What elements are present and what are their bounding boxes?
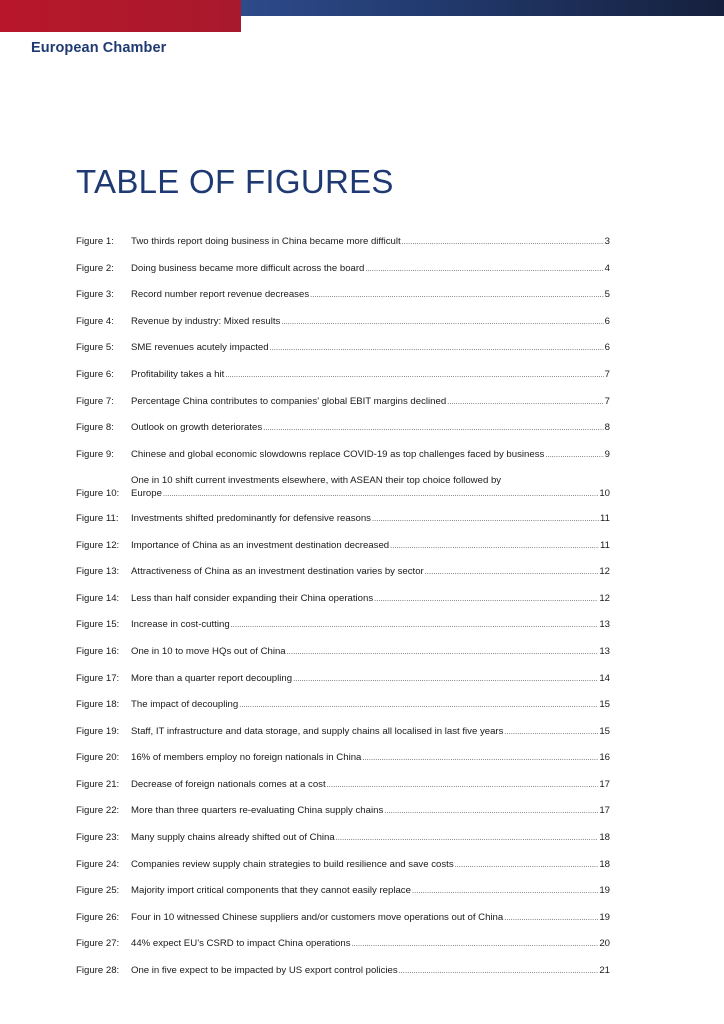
toc-entry[interactable] <box>76 831 610 844</box>
toc-entry[interactable] <box>76 539 610 552</box>
figure-title: Doing business became more difficult across the board <box>131 262 365 274</box>
page-number: 8 <box>604 422 610 434</box>
figure-title: 16% of members employ no foreign nationals in China <box>131 752 362 764</box>
dot-leader <box>425 567 599 578</box>
figure-label: Figure 5: <box>76 342 114 354</box>
figure-label: Figure 24: <box>76 858 120 870</box>
page-number: 7 <box>604 368 610 380</box>
toc-entry[interactable] <box>76 262 610 275</box>
figure-label: Figure 2: <box>76 262 114 274</box>
toc-entry[interactable] <box>76 884 610 897</box>
dot-leader <box>399 966 599 977</box>
figure-title: Investments shifted predominantly for defensive reasons <box>131 512 371 524</box>
figure-title: One in 10 shift current investments elsewhere, with ASEAN their top choice followed by <box>131 475 502 487</box>
page-number: 16 <box>599 752 610 764</box>
dot-leader <box>384 806 598 817</box>
figure-label: Figure 8: <box>76 422 114 434</box>
header-blue-band <box>241 0 724 16</box>
toc-entry[interactable] <box>76 937 610 950</box>
dot-leader <box>310 290 604 301</box>
table-of-figures-list <box>76 235 610 991</box>
toc-entry[interactable] <box>76 778 610 791</box>
dot-leader <box>504 913 598 924</box>
page-number: 6 <box>604 342 610 354</box>
page-number: 3 <box>604 236 610 247</box>
figure-title: Revenue by industry: Mixed results <box>131 315 281 327</box>
figure-label: Figure 26: <box>76 911 120 923</box>
dot-leader <box>225 370 603 381</box>
page-number: 9 <box>604 448 610 460</box>
brand-logo-text: European Chamber <box>31 40 167 56</box>
dot-leader <box>402 237 604 248</box>
dot-leader <box>455 860 599 871</box>
page-title: TABLE OF FIGURES <box>76 163 394 200</box>
page-number: 18 <box>599 858 610 870</box>
toc-entry[interactable] <box>76 672 610 685</box>
page-number: 4 <box>604 262 610 274</box>
page-number: 14 <box>599 672 610 684</box>
page-number: 19 <box>599 885 610 897</box>
dot-leader <box>372 514 599 525</box>
figure-title: Increase in cost-cutting <box>131 619 230 631</box>
toc-entry[interactable] <box>76 395 610 408</box>
page-number: 15 <box>599 699 610 711</box>
figure-title: Europe <box>131 488 162 500</box>
figure-label: Figure 14: <box>76 592 120 604</box>
toc-entry[interactable] <box>76 592 610 605</box>
figure-title: Majority import critical components that they cannot easily replace <box>131 885 411 897</box>
figure-label: Figure 6: <box>76 368 114 380</box>
figure-label: Figure 17: <box>76 672 120 684</box>
figure-label: Figure 21: <box>76 778 120 790</box>
figure-title: 44% expect EU’s CSRD to impact China operations <box>131 938 351 950</box>
toc-entry[interactable] <box>76 421 610 434</box>
page-number: 19 <box>599 911 610 923</box>
toc-entry[interactable] <box>76 964 610 977</box>
dot-leader <box>545 450 603 461</box>
toc-entry[interactable] <box>76 725 610 738</box>
figure-label: Figure 15: <box>76 619 120 631</box>
figure-title: Importance of China as an investment destination decreased <box>131 539 390 551</box>
dot-leader <box>263 423 603 434</box>
toc-entry[interactable] <box>76 474 610 500</box>
dot-leader <box>327 780 599 791</box>
page-number: 18 <box>599 832 610 844</box>
toc-entry[interactable] <box>76 698 610 711</box>
dot-leader <box>293 674 598 685</box>
toc-entry[interactable] <box>76 512 610 525</box>
toc-entry[interactable] <box>76 618 610 631</box>
figure-title: Many supply chains already shifted out of China <box>131 832 335 844</box>
figure-title: Companies review supply chain strategies to build resilience and save costs <box>131 858 454 870</box>
figure-title: Four in 10 witnessed Chinese suppliers and/or customers move operations out of China <box>131 911 504 923</box>
dot-leader <box>374 594 598 605</box>
figure-title: Decrease of foreign nationals comes at a cost <box>131 778 326 790</box>
figure-label: Figure 20: <box>76 752 120 764</box>
dot-leader <box>239 700 598 711</box>
toc-entry[interactable] <box>76 448 610 461</box>
page-number: 12 <box>599 592 610 604</box>
dot-leader <box>365 264 603 275</box>
figure-title: Outlook on growth deteriorates <box>131 422 263 434</box>
dot-leader <box>412 886 598 897</box>
figure-title: More than a quarter report decoupling <box>131 672 293 684</box>
toc-entry[interactable] <box>76 235 610 248</box>
figure-label: Figure 23: <box>76 832 120 844</box>
page-number: 21 <box>599 965 610 977</box>
dot-leader <box>270 343 604 354</box>
page-number: 11 <box>600 512 610 524</box>
toc-entry[interactable] <box>76 804 610 817</box>
figure-label: Figure 9: <box>76 448 114 460</box>
figure-title: The impact of decoupling <box>131 699 239 711</box>
page-number: 13 <box>599 619 610 631</box>
figure-label: Figure 22: <box>76 805 120 817</box>
toc-entry[interactable] <box>76 315 610 328</box>
dot-leader <box>447 397 603 408</box>
figure-title: One in five expect to be impacted by US export control policies <box>131 965 398 977</box>
page-number: 15 <box>599 725 610 737</box>
figure-title: Staff, IT infrastructure and data storage, and supply chains all localised in last five years <box>131 725 504 737</box>
dot-leader <box>231 620 599 631</box>
page-number: 17 <box>599 778 610 790</box>
figure-label: Figure 27: <box>76 938 120 950</box>
figure-title: Chinese and global economic slowdowns replace COVID-19 as top challenges faced by business <box>131 448 545 460</box>
figure-title: Record number report revenue decreases <box>131 289 310 301</box>
dot-leader <box>287 647 599 658</box>
figure-title: More than three quarters re-evaluating China supply chains <box>131 805 384 817</box>
dot-leader <box>336 833 599 844</box>
figure-label: Figure 16: <box>76 645 120 657</box>
figure-label: Figure 3: <box>76 289 114 301</box>
figure-label: Figure 4: <box>76 315 114 327</box>
dot-leader <box>163 489 598 500</box>
figure-label: Figure 1: <box>76 236 114 247</box>
figure-title: Percentage China contributes to companies’ global EBIT margins declined <box>131 395 447 407</box>
dot-leader <box>390 541 599 552</box>
toc-entry[interactable] <box>76 565 610 578</box>
figure-label: Figure 28: <box>76 965 120 977</box>
page-number: 20 <box>599 938 610 950</box>
figure-title: One in 10 to move HQs out of China <box>131 645 286 657</box>
page-number: 6 <box>604 315 610 327</box>
toc-entry[interactable] <box>76 911 610 924</box>
toc-entry[interactable] <box>76 368 610 381</box>
figure-title: Profitability takes a hit <box>131 368 225 380</box>
figure-label: Figure 19: <box>76 725 120 737</box>
dot-leader <box>281 317 603 328</box>
page-number: 12 <box>599 566 610 578</box>
figure-title: Attractiveness of China as an investment destination varies by sector <box>131 566 424 578</box>
figure-label: Figure 18: <box>76 699 120 711</box>
page-number: 17 <box>599 805 610 817</box>
toc-entry[interactable] <box>76 341 610 354</box>
figure-title: Two thirds report doing business in China became more difficult <box>131 236 401 247</box>
figure-title: SME revenues acutely impacted <box>131 342 269 354</box>
figure-label: Figure 25: <box>76 885 120 897</box>
toc-entry[interactable] <box>76 645 610 658</box>
toc-entry[interactable] <box>76 288 610 301</box>
dot-leader <box>504 727 598 738</box>
figure-label: Figure 11: <box>76 512 119 524</box>
figure-label: Figure 7: <box>76 395 114 407</box>
dot-leader <box>362 753 598 764</box>
header-red-band <box>0 0 241 32</box>
header-color-bar <box>0 0 724 32</box>
figure-label: Figure 13: <box>76 566 120 578</box>
figure-label: Figure 12: <box>76 539 120 551</box>
page-number: 5 <box>604 289 610 301</box>
page-number: 7 <box>604 395 610 407</box>
toc-entry[interactable] <box>76 858 610 871</box>
page-number: 10 <box>599 488 610 500</box>
page-number: 11 <box>600 539 610 551</box>
page-number: 13 <box>599 645 610 657</box>
figure-label: Figure 10: <box>76 488 120 500</box>
dot-leader <box>352 939 599 950</box>
toc-entry[interactable] <box>76 751 610 764</box>
figure-title: Less than half consider expanding their China operations <box>131 592 374 604</box>
